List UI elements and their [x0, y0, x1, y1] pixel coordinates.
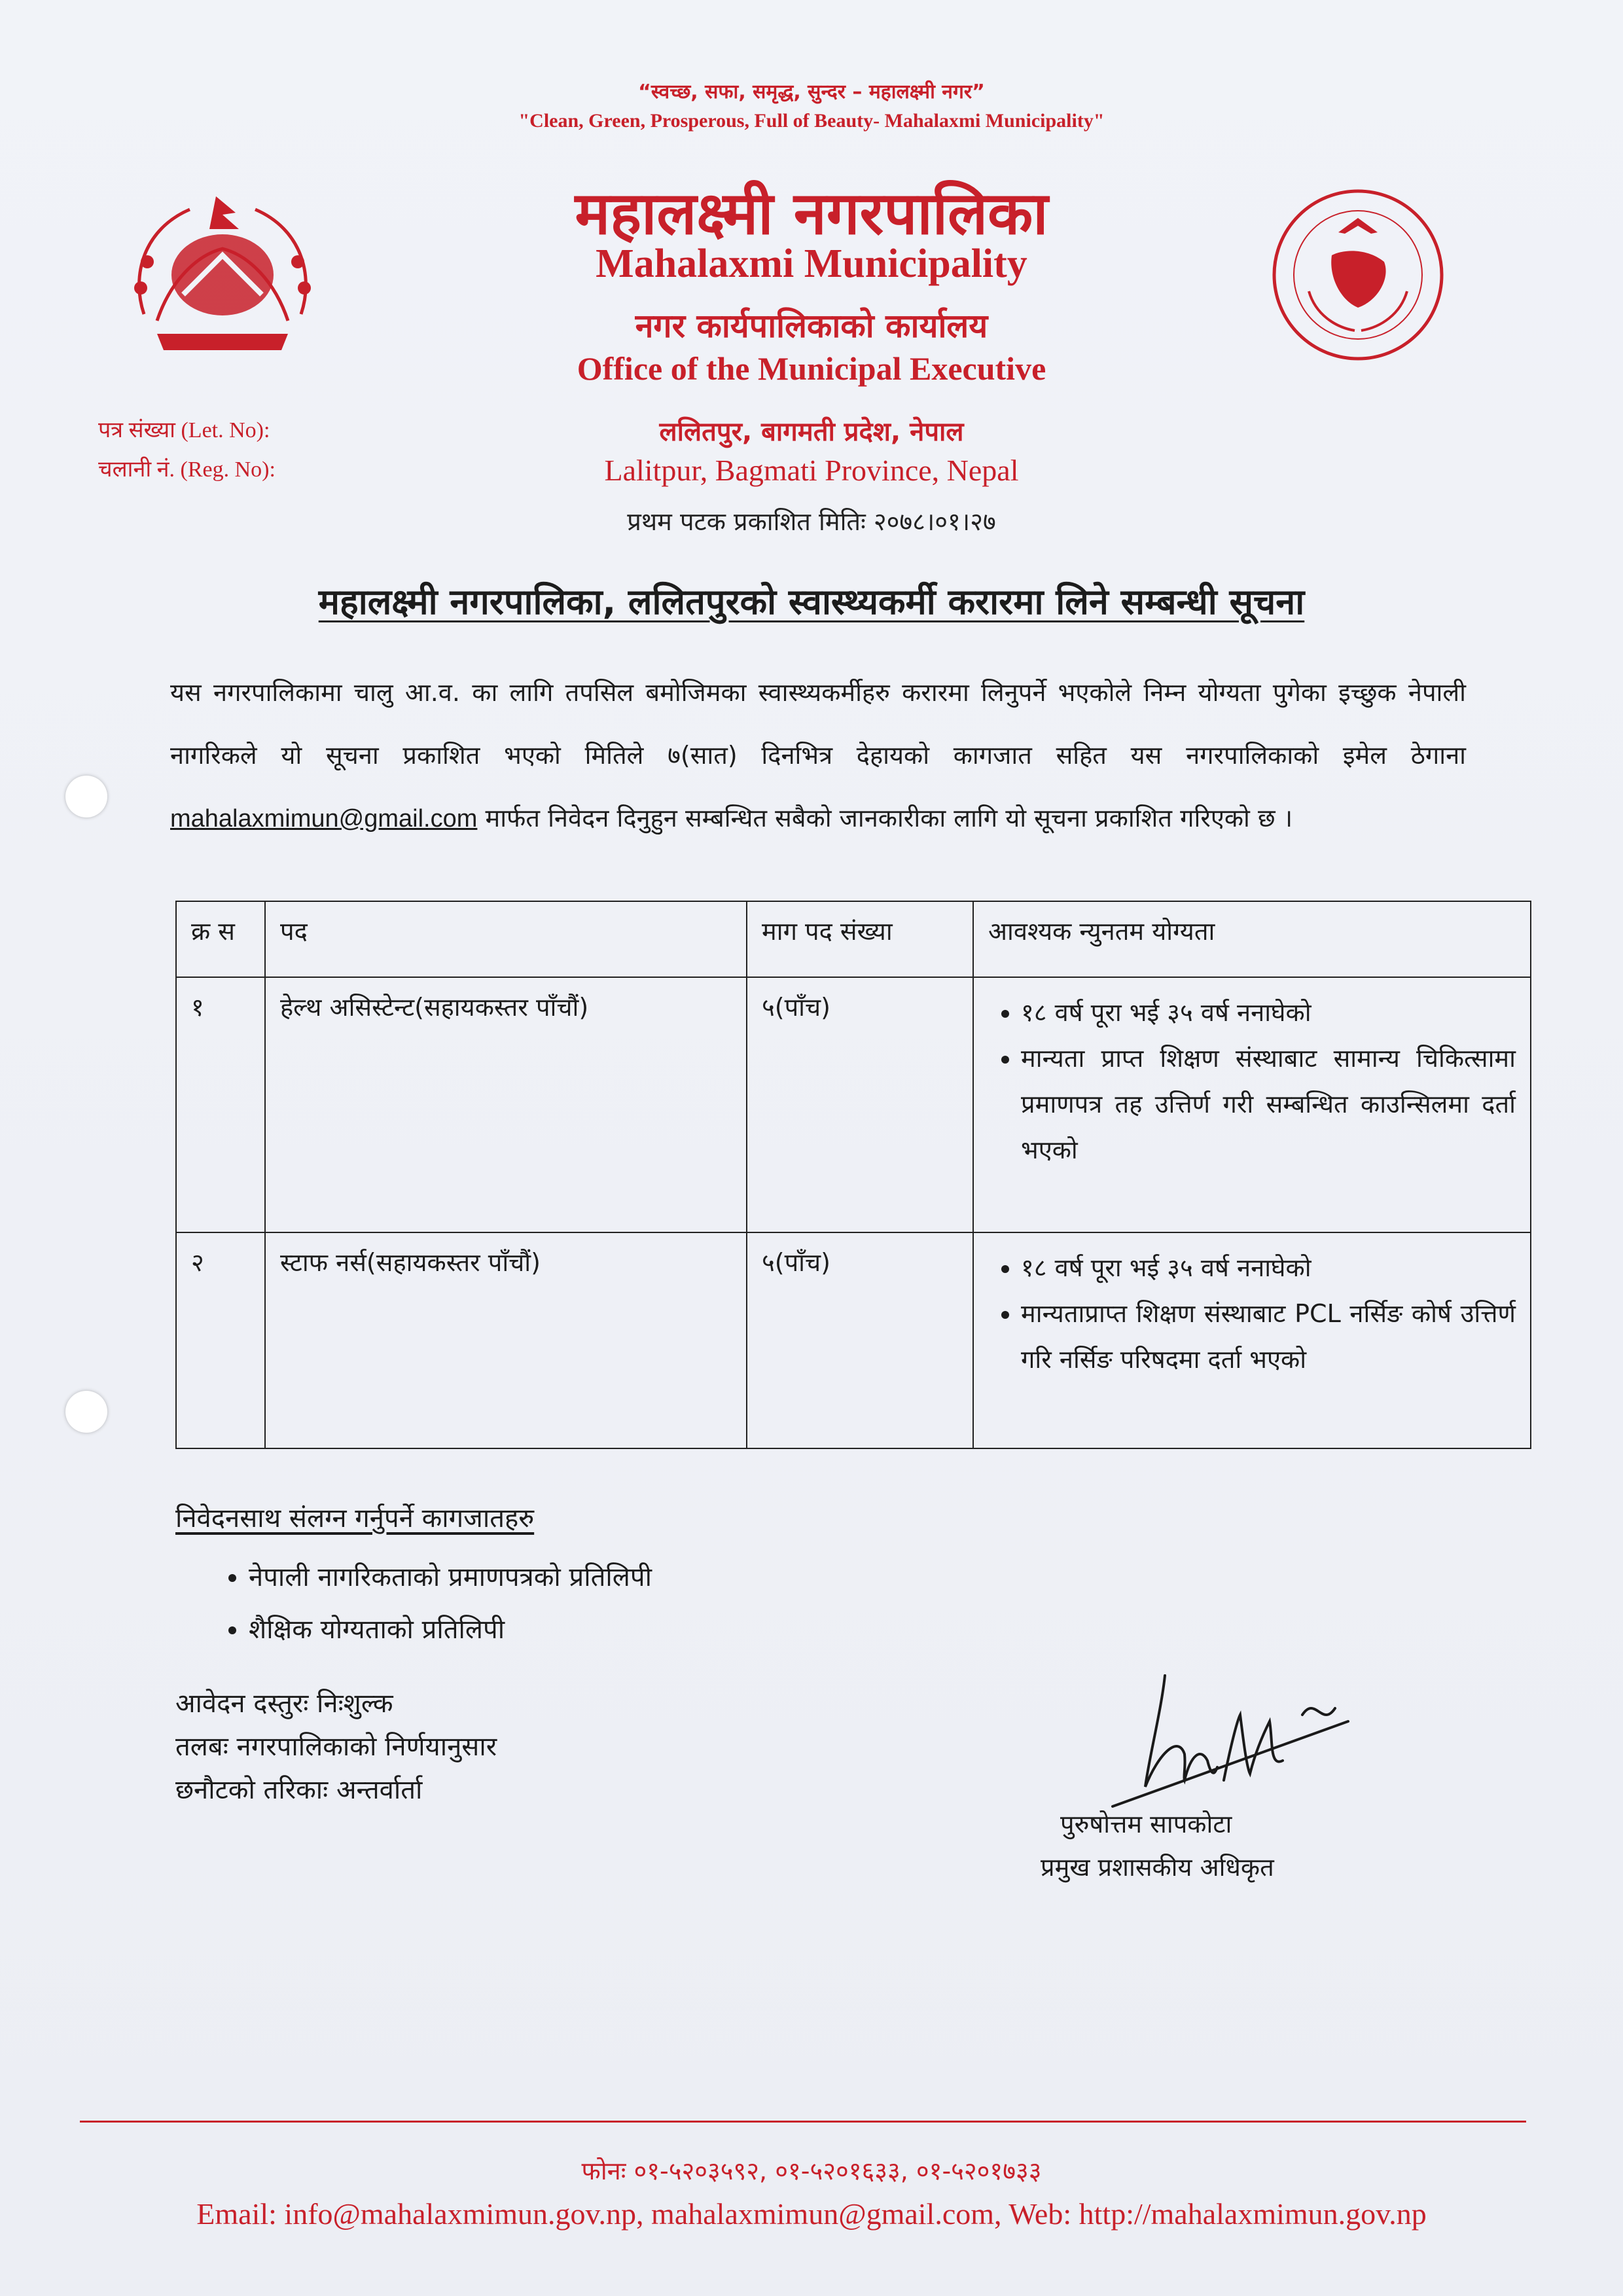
notice-title: [0, 576, 1623, 624]
selection-method: छनौटको तरिकाः अन्तर्वार्ता: [175, 1775, 423, 1805]
cell-post: स्टाफ नर्स(सहायकस्तर पाँचौं): [265, 1232, 747, 1448]
cell-qualification: [973, 977, 1531, 1232]
qualification-item: • मान्यता प्राप्त शिक्षण संस्थाबाट सामान्य चिकित्सामा प्रमाणपत्र तह उत्तिर्ण गरी सम्बन्धित काउन्सिलमा दर्ता भएको: [1021, 1035, 1516, 1173]
municipality-seal-icon: [1270, 187, 1446, 363]
address-english: Lalitpur, Bagmati Province, Nepal: [604, 454, 1019, 487]
handwritten-signature: [1086, 1656, 1374, 1813]
notice-body: [170, 661, 1466, 850]
first-published-date: प्रथम पटक प्रकाशित मितिः २०७८।०१।२७: [627, 507, 996, 536]
office-name-english: Office of the Municipal Executive: [577, 350, 1046, 387]
footer-contacts: Email: info@mahalaxmimun.gov.np, mahalaxmimun@gmail.com, Web: http://mahalaxmimun.gov.np: [196, 2197, 1427, 2231]
punch-hole-top: [65, 776, 107, 817]
salary-info: तलबः नगरपालिकाको निर्णयानुसार: [175, 1732, 497, 1762]
header-serial: क्र स: [176, 901, 265, 977]
application-terms: [175, 1682, 497, 1812]
vacancy-table: [175, 901, 1531, 1449]
attachments-list: [223, 1551, 652, 1656]
signatory-title: प्रमुख प्रशासकीय अधिकृत: [1041, 1853, 1274, 1882]
qualification-item: • १८ वर्ष पूरा भई ३५ वर्ष ननाघेको: [1021, 990, 1516, 1035]
cell-qualification: [973, 1232, 1531, 1448]
footer-phone: फोनः ०१-५२०३५९२, ०१-५२०१६३३, ०१-५२०१७३३: [581, 2157, 1042, 2185]
footer-divider: [80, 2121, 1526, 2123]
notice-email-link[interactable]: mahalaxmimun@gmail.com: [170, 805, 478, 833]
table-row: [176, 977, 1531, 1232]
cell-count: ५(पाँच): [747, 977, 973, 1232]
header-count: माग पद संख्या: [747, 901, 973, 977]
qualification-list: [988, 1245, 1516, 1382]
list-item: • शैक्षिक योग्यताको प्रतिलिपी: [249, 1604, 652, 1656]
slogan-english: "Clean, Green, Prosperous, Full of Beauty- Mahalaxmi Municipality": [518, 110, 1105, 132]
application-fee: आवेदन दस्तुरः निःशुल्क: [175, 1689, 393, 1719]
cell-post: हेल्थ असिस्टेन्ट(सहायकस्तर पाँचौं): [265, 977, 747, 1232]
notice-body-text-1: यस नगरपालिकामा चालु आ.व. का लागि तपसिल बमोजिमका स्वास्थ्यकर्मीहरु करारमा लिनुपर्ने भएकोले निम्न योग्यता पुगेका इच्छुक नेपाली नागरिकले यो सूचना प्रकाशित भएको मितिले ७(सात) दिनभित्र देहायको कागजात सहित यस नगरपालिकाको इमेल ठेगाना: [170, 678, 1466, 770]
qualification-item: • १८ वर्ष पूरा भई ३५ वर्ष ननाघेको: [1021, 1245, 1516, 1291]
cell-serial: २: [176, 1232, 265, 1448]
notice-body-text-2: मार्फत निवेदन दिनुहुन सम्बन्धित सबैको जानकारीका लागि यो सूचना प्रकाशित गरिएको छ ।: [485, 804, 1293, 833]
signatory-name: पुरुषोत्तम सापकोटा: [1060, 1810, 1232, 1839]
office-name-nepali: नगर कार्यपालिकाको कार्यालय: [635, 307, 988, 345]
cell-serial: १: [176, 977, 265, 1232]
registration-number-label: चलानी नं. (Reg. No):: [98, 457, 276, 482]
notice-title-text: महालक्ष्मी नगरपालिका, ललितपुरको स्वास्थ्यकर्मी करारमा लिने सम्बन्धी सूचना: [318, 581, 1305, 622]
cell-count: ५(पाँच): [747, 1232, 973, 1448]
address-nepali: ललितपुर, बागमती प्रदेश, नेपाल: [659, 417, 964, 447]
qualification-list: [988, 990, 1516, 1173]
header-post: पद: [265, 901, 747, 977]
header-qualification: आवश्यक न्युनतम योग्यता: [973, 901, 1531, 977]
qualification-item: • मान्यताप्राप्त शिक्षण संस्थाबाट PCL नर्सिङ कोर्ष उत्तिर्ण गरि नर्सिङ परिषदमा दर्ता भएको: [1021, 1291, 1516, 1382]
municipality-name-english: Mahalaxmi Municipality: [596, 242, 1027, 286]
list-item: • नेपाली नागरिकताको प्रमाणपत्रको प्रतिलिपी: [249, 1551, 652, 1604]
letter-number-label: पत्र संख्या (Let. No):: [98, 418, 270, 442]
table-row: [176, 1232, 1531, 1448]
municipality-name-nepali: महालक्ष्मी नगरपालिका: [575, 179, 1048, 248]
punch-hole-bottom: [65, 1391, 107, 1433]
table-header-row: [176, 901, 1531, 977]
slogan-nepali: “स्वच्छ, सफा, समृद्ध, सुन्दर – महालक्ष्मी नगर”: [638, 81, 985, 103]
attachments-heading: निवेदनसाथ संलग्न गर्नुपर्ने कागजातहरु: [175, 1503, 535, 1534]
